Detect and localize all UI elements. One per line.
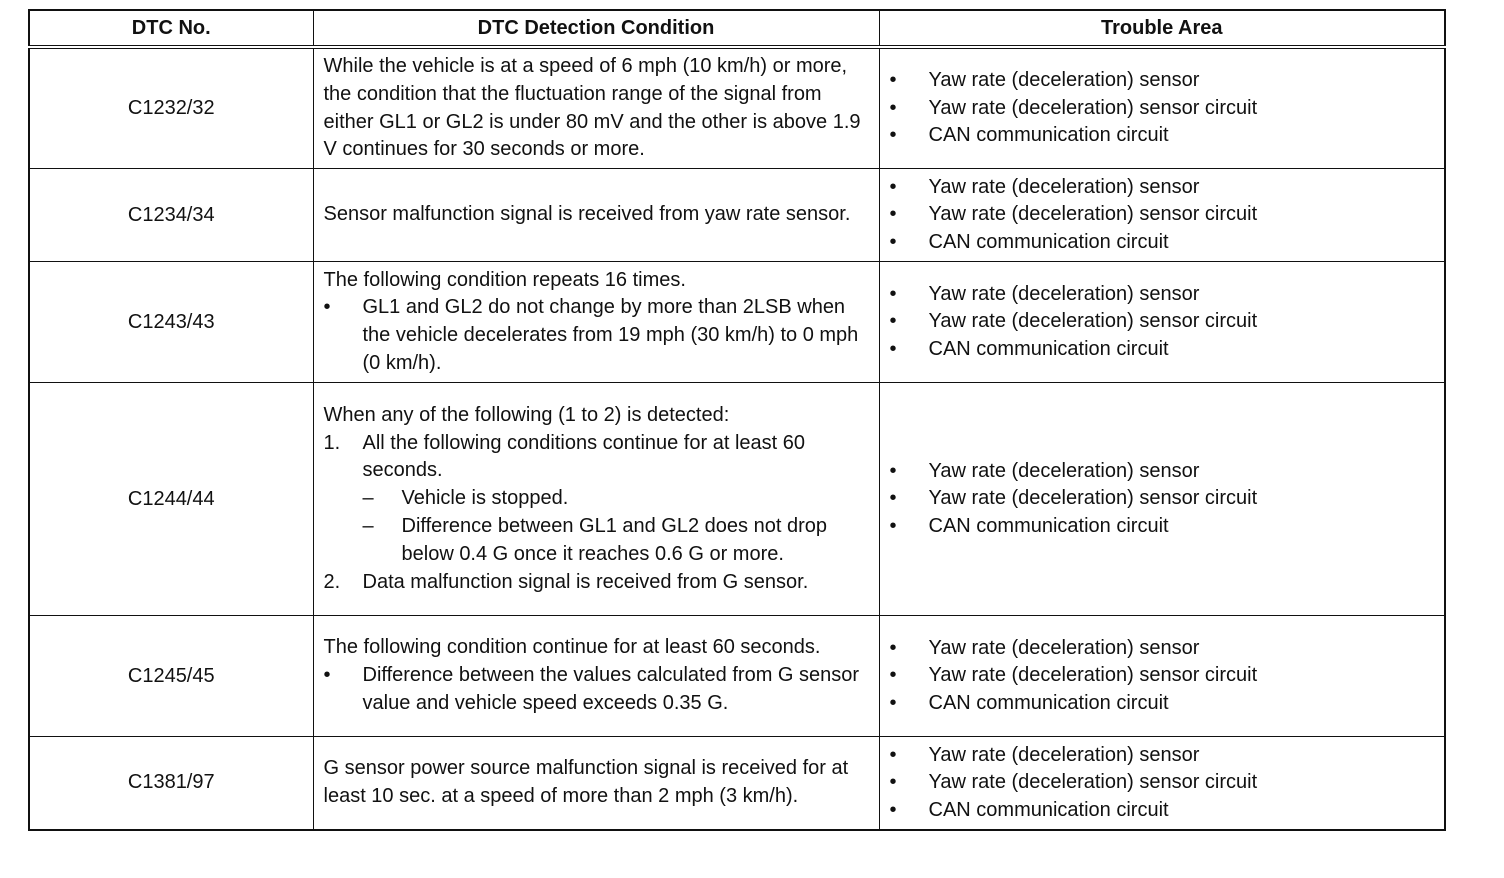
trouble-area-item: • CAN communication circuit [890,122,1435,150]
trouble-area-item: • CAN communication circuit [890,229,1435,257]
trouble-area [879,616,1445,737]
condition-text: Sensor malfunction signal is received from yaw rate sensor. [323,203,851,226]
dtc-code: C1234/34 [29,169,313,262]
item-text: All the following conditions continue for at least 60 seconds. [362,431,805,482]
dtc-table [28,9,1446,831]
trouble-area-item: • CAN communication circuit [890,797,1435,825]
condition-numbered-item [324,430,869,569]
dash-text: Vehicle is stopped. [401,487,569,510]
item-number: 2. [323,570,341,593]
trouble-area-item: • Yaw rate (deceleration) sensor circuit [890,662,1435,690]
dash-text: Difference between GL1 and GL2 does not drop below 0.4 G once it reaches 0.6 G or more. [401,515,827,565]
table-row [29,383,1445,616]
trouble-area-item: • Yaw rate (deceleration) sensor circuit [890,95,1435,123]
trouble-area-item: • Yaw rate (deceleration) sensor [890,635,1435,663]
condition-bullet: • GL1 and GL2 do not change by more than 2LSB when the vehicle decelerates from 19 mph (30 km/h) to 0 mph (0 km/h). [324,294,869,377]
trouble-area-item: • Yaw rate (deceleration) sensor circuit [890,769,1435,797]
dtc-code: C1244/44 [29,383,313,616]
dtc-code: C1243/43 [29,262,313,383]
table-row [29,169,1445,262]
table-row [29,616,1445,737]
table-header-row [29,10,1445,47]
detection-condition [313,737,879,830]
trouble-area [879,47,1445,169]
trouble-area [879,262,1445,383]
detection-condition [313,47,879,169]
item-number: 1. [323,431,341,454]
table-row [29,737,1445,830]
trouble-area-item: • Yaw rate (deceleration) sensor circuit [890,201,1435,229]
trouble-area-item: • Yaw rate (deceleration) sensor [890,67,1435,95]
condition-text: When any of the following (1 to 2) is detected: [323,403,730,426]
header-dtc-no: DTC No. [29,10,313,47]
detection-condition [313,383,879,616]
condition-text: G sensor power source malfunction signal is received for at least 10 sec. at a speed of more than 2 mph (3 km/h). [323,757,849,807]
dash-mark: – [362,487,374,510]
trouble-area-item: • Yaw rate (deceleration) sensor [890,742,1435,770]
trouble-area-item: • Yaw rate (deceleration) sensor [890,458,1435,486]
condition-text: The following condition continue for at least 60 seconds. [323,636,821,659]
item-text: Data malfunction signal is received from G sensor. [362,570,809,593]
header-trouble-area: Trouble Area [879,10,1445,47]
condition-dash-item [363,485,869,513]
detection-condition [313,169,879,262]
condition-dash-item [363,513,869,569]
dtc-code: C1232/32 [29,47,313,169]
trouble-area [879,383,1445,616]
condition-text: While the vehicle is at a speed of 6 mph (10 km/h) or more, the condition that the fluctuation range of the signal from either GL1 or GL2 is under 80 mV and the other is above 1.9 V continues for 30 seconds or more. [323,55,861,161]
header-detection-condition: DTC Detection Condition [313,10,879,47]
trouble-area [879,169,1445,262]
trouble-area-item: • Yaw rate (deceleration) sensor circuit [890,485,1435,513]
table-row [29,262,1445,383]
dash-mark: – [362,515,374,538]
dtc-code: C1245/45 [29,616,313,737]
dtc-code: C1381/97 [29,737,313,830]
condition-numbered-item [324,569,869,597]
trouble-area-item: • CAN communication circuit [890,336,1435,364]
trouble-area-item: • Yaw rate (deceleration) sensor [890,281,1435,309]
detection-condition [313,616,879,737]
condition-bullet: • Difference between the values calculated from G sensor value and vehicle speed exceeds 0.35 G. [324,662,869,718]
table-row [29,47,1445,169]
trouble-area-item: • CAN communication circuit [890,513,1435,541]
trouble-area-item: • Yaw rate (deceleration) sensor circuit [890,308,1435,336]
detection-condition [313,262,879,383]
trouble-area [879,737,1445,830]
trouble-area-item: • CAN communication circuit [890,690,1435,718]
condition-text: The following condition repeats 16 times. [323,268,686,291]
trouble-area-item: • Yaw rate (deceleration) sensor [890,174,1435,202]
